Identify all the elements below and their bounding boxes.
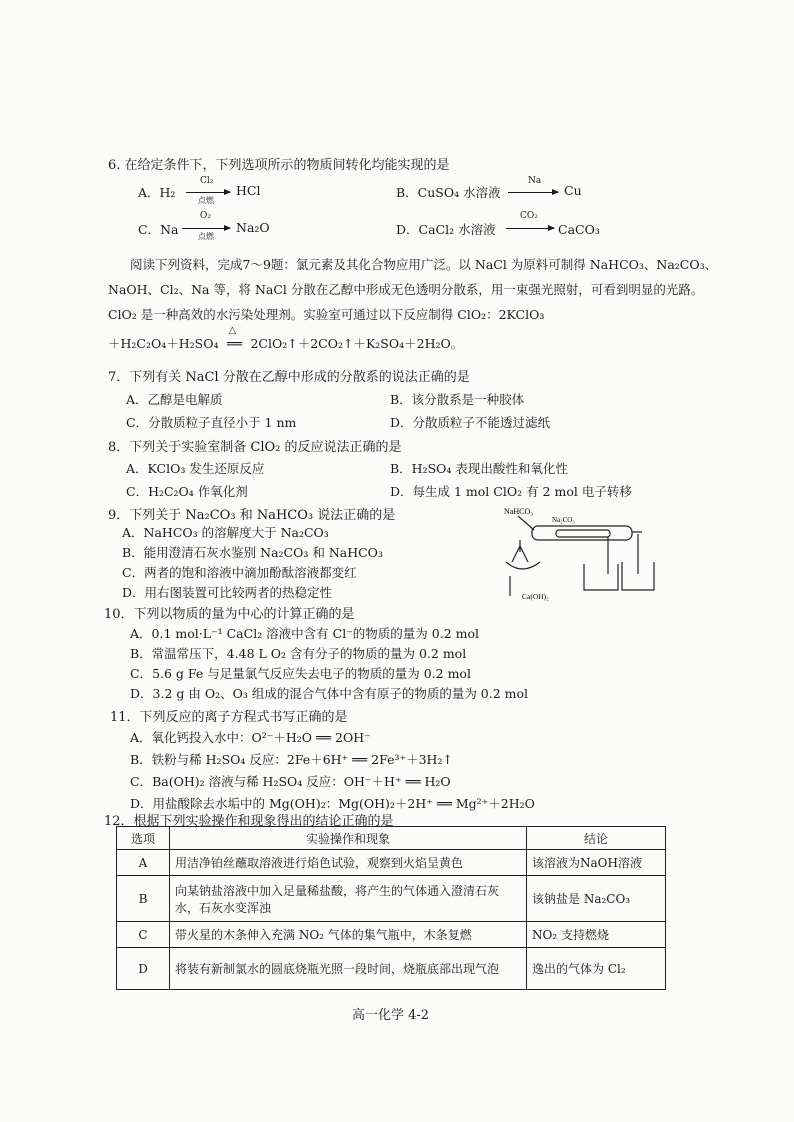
q6-a-top-cond: Cl₂ (200, 176, 214, 186)
row-operation: 用洁净铂丝蘸取溶液进行焰色试验，观察到火焰呈黄色 (170, 850, 527, 876)
row-conclusion: NO₂ 支持燃烧 (527, 922, 666, 948)
q6-d-top-cond: CO₂ (520, 211, 538, 221)
q10-option-c: C．5.6 g Fe 与足量氯气反应失去电子的物质的量为 0.2 mol (130, 666, 471, 681)
fig-label-nahco3: NaHCO₃ (504, 507, 534, 516)
fig-label-na2co3: Na₂CO₃ (552, 516, 575, 524)
q6-c-reactant: C．Na (138, 222, 179, 237)
header-conclusion: 结论 (527, 827, 666, 850)
equation-condition: △ ══ (226, 325, 242, 351)
q9-option-a: A．NaHCO₃ 的溶解度大于 Na₂CO₃ (122, 525, 329, 540)
q8-option-c: C．H₂C₂O₄ 作氧化剂 (126, 484, 248, 499)
table-row (117, 850, 666, 876)
q7-option-d: D．分散质粒子不能透过滤纸 (390, 415, 551, 430)
q6-b-product: Cu (564, 183, 582, 198)
page-footer: 高一化学 4-2 (352, 1008, 430, 1023)
q6-c-bottom-cond: 点燃 (198, 232, 214, 241)
q6-c-arrow (182, 228, 230, 229)
q6-a-bottom-cond: 点燃 (198, 196, 214, 205)
q6-d-product: CaCO₃ (558, 222, 600, 237)
q12-table (116, 826, 666, 990)
q6-c-top-cond: O₂ (200, 211, 211, 221)
apparatus-drawing (506, 516, 654, 596)
row-option: A (117, 850, 170, 876)
q10-option-a: A．0.1 mol·L⁻¹ CaCl₂ 溶液中含有 Cl⁻的物质的量为 0.2 mol (130, 626, 480, 641)
q12-stem: 12．根据下列实验操作和现象得出的结论正确的是 (104, 814, 394, 829)
q11-option-d: D．用盐酸除去水垢中的 Mg(OH)₂：Mg(OH)₂＋2H⁺ ══ Mg²⁺＋2H₂O (130, 796, 535, 811)
q10-stem: 10．下列以物质的量为中心的计算正确的是 (104, 607, 355, 622)
q7-option-a: A．乙醇是电解质 (126, 392, 223, 407)
q6-a-reactant: A．H₂ (138, 185, 176, 200)
row-operation: 将装有新制氯水的圆底烧瓶光照一段时间，烧瓶底部出现气泡 (170, 948, 527, 990)
row-conclusion: 该钠盐是 Na₂CO₃ (527, 876, 666, 922)
q6-b-arrow (508, 192, 558, 193)
row-operation: 向某钠盐溶液中加入足量稀盐酸，将产生的气体通入澄清石灰水，石灰水变浑浊 (170, 876, 527, 922)
q8-option-b: B．H₂SO₄ 表现出酸性和氧化性 (390, 461, 568, 476)
q6-a-arrow (186, 192, 230, 193)
q6-d-reactant: D．CaCl₂ 水溶液 (396, 222, 496, 237)
reading-paragraph: 阅读下列资料，完成7～9题：氯元素及其化合物应用广泛。以 NaCl 为原料可制得 NaHCO₃、Na₂CO₃、NaOH、Cl₂、Na 等，将 NaCl 分散在乙醇中形成无色透明分散系，用一束强光照射，可看到明显的光路。ClO₂ 是一种高效的水污染处理剂。实验室可通过以下反应制得 ClO₂：2KClO₃ (108, 257, 718, 322)
header-operation: 实验操作和现象 (170, 827, 527, 850)
q8-stem: 8．下列关于实验室制备 ClO₂ 的反应说法正确的是 (108, 440, 402, 455)
table-row (117, 876, 666, 922)
q8-option-d: D．每生成 1 mol ClO₂ 有 2 mol 电子转移 (390, 484, 632, 499)
q6-a-product: HCl (236, 183, 261, 198)
row-option: B (117, 876, 170, 922)
q6-option-a (138, 183, 175, 201)
q7-option-b: B．该分散系是一种胶体 (390, 392, 525, 407)
q10-option-b: B．常温常压下，4.48 L O₂ 含有分子的物质的量为 0.2 mol (130, 646, 467, 661)
reading-equation (108, 325, 464, 352)
q9-option-d: D．用右图装置可比较两者的热稳定性 (122, 585, 333, 600)
fig-label-caoh2: Ca(OH)₂ (522, 592, 549, 601)
q6-d-arrow (506, 228, 554, 229)
equation-right: 2ClO₂↑＋2CO₂↑＋K₂SO₄＋2H₂O。 (250, 336, 464, 351)
table-row (117, 922, 666, 948)
q9-stem: 9．下列关于 Na₂CO₃ 和 NaHCO₃ 说法正确的是 (108, 508, 396, 523)
q7-option-c: C．分散质粒子直径小于 1 nm (126, 415, 297, 430)
q8-option-a: A．KClO₃ 发生还原反应 (126, 461, 265, 476)
q12-table-header (117, 827, 666, 850)
row-option: D (117, 948, 170, 990)
row-operation: 带火星的木条伸入充满 NO₂ 气体的集气瓶中，木条复燃 (170, 922, 527, 948)
q6-b-reactant: B．CuSO₄ 水溶液 (396, 185, 501, 200)
q6-c-product: Na₂O (236, 220, 270, 235)
q9-option-c: C．两者的饱和溶液中滴加酚酞溶液都变红 (122, 565, 357, 580)
row-conclusion: 该溶液为NaOH溶液 (527, 850, 666, 876)
q11-stem: 11．下列反应的离子方程式书写正确的是 (110, 710, 348, 725)
q9-option-b: B．能用澄清石灰水鉴别 Na₂CO₃ 和 NaHCO₃ (122, 545, 383, 560)
row-conclusion: 逸出的气体为 Cl₂ (527, 948, 666, 990)
q11-option-b: B．铁粉与稀 H₂SO₄ 反应：2Fe＋6H⁺ ══ 2Fe³⁺＋3H₂↑ (130, 752, 453, 767)
header-option: 选项 (117, 827, 170, 850)
q11-option-c: C．Ba(OH)₂ 溶液与稀 H₂SO₄ 反应：OH⁻＋H⁺ ══ H₂O (130, 774, 451, 789)
heat-stability-apparatus-figure (498, 504, 658, 604)
q11-option-a: A．氧化钙投入水中：O²⁻＋H₂O ══ 2OH⁻ (130, 730, 371, 745)
q7-stem: 7．下列有关 NaCl 分散在乙醇中形成的分散系的说法正确的是 (108, 370, 470, 385)
q10-option-d: D．3.2 g 由 O₂、O₃ 组成的混合气体中含有原子的物质的量为 0.2 mol (130, 686, 529, 701)
table-row (117, 948, 666, 990)
q6-b-top-cond: Na (528, 176, 542, 186)
q6-stem: 6. 在给定条件下，下列选项所示的物质间转化均能实现的是 (108, 158, 450, 173)
row-option: C (117, 922, 170, 948)
heat-symbol: △ (228, 325, 237, 336)
equation-left: ＋H₂C₂O₄＋H₂SO₄ (108, 336, 219, 351)
